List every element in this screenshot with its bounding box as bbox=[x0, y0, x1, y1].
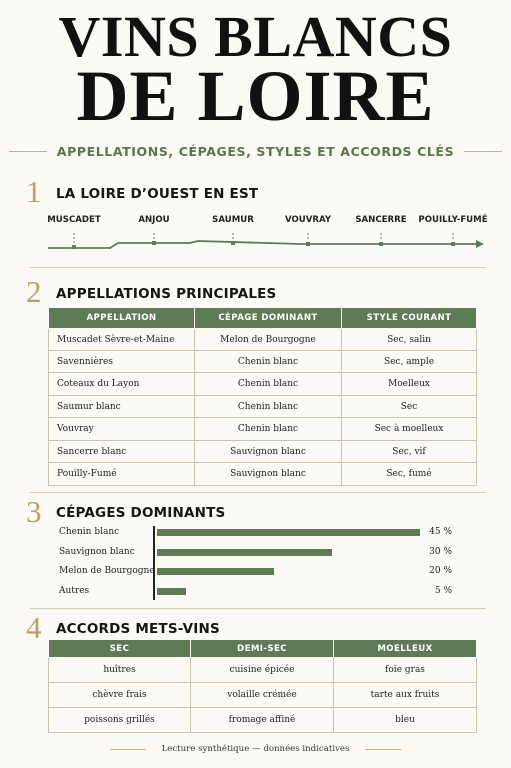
table-cell: Savennières bbox=[49, 351, 195, 373]
table-cell: tarte aux fruits bbox=[334, 683, 477, 708]
section-2-title: APPELLATIONS PRINCIPALES bbox=[56, 286, 277, 302]
page-title-line-2: DE LOIRE bbox=[76, 56, 435, 136]
table-header-row bbox=[49, 640, 477, 658]
route-marker bbox=[231, 241, 235, 245]
table-cell: Sec à moelleux bbox=[342, 418, 477, 441]
footer-note: Lecture synthétique — données indicatives bbox=[161, 744, 350, 754]
table-cell: Sec, fumé bbox=[342, 463, 477, 486]
section-4-title: ACCORDS METS-VINS bbox=[56, 621, 220, 637]
table-cell: chèvre frais bbox=[49, 683, 191, 708]
route-stop-label: VOUVRAY bbox=[284, 215, 332, 225]
bar-value-label: 20 % bbox=[429, 566, 452, 576]
page-title-line-1: VINS BLANCS bbox=[58, 4, 453, 69]
table-cell: foie gras bbox=[334, 658, 477, 683]
route-stop-label: SAUMUR bbox=[212, 215, 254, 225]
table-cell: bleu bbox=[334, 708, 477, 733]
subtitle-row bbox=[0, 144, 511, 159]
table-row bbox=[49, 658, 477, 683]
section-3-number: 3 bbox=[26, 494, 42, 529]
bar bbox=[157, 568, 274, 575]
bar bbox=[157, 529, 420, 536]
subtitle-rule-left bbox=[9, 151, 47, 152]
section-2-number: 2 bbox=[26, 274, 42, 309]
section-1-title: LA LOIRE D’OUEST EN EST bbox=[56, 186, 259, 202]
route-line bbox=[48, 241, 480, 248]
table-cell: Sauvignon blanc bbox=[195, 463, 342, 486]
section-divider bbox=[30, 267, 486, 268]
table-cell: poissons grillés bbox=[49, 708, 191, 733]
footer-rule-left bbox=[110, 749, 146, 750]
route-marker bbox=[379, 242, 383, 246]
table-row bbox=[49, 351, 477, 373]
table-cell: Sec, vif bbox=[342, 441, 477, 463]
column-header: APPELLATION bbox=[49, 308, 195, 329]
table-cell: volaille crémée bbox=[191, 683, 334, 708]
bar-category-label: Melon de Bourgogne bbox=[59, 566, 155, 576]
table-cell: Saumur blanc bbox=[49, 396, 195, 418]
bar-category-label: Autres bbox=[59, 585, 90, 596]
bar-value-label: 5 % bbox=[434, 585, 452, 596]
section-divider bbox=[30, 492, 486, 493]
table-cell: Sec, salin bbox=[342, 329, 477, 351]
route-stop-label: MUSCADET bbox=[47, 215, 101, 225]
table-cell: Sec, ample bbox=[342, 351, 477, 373]
table-row bbox=[49, 683, 477, 708]
table-row bbox=[49, 441, 477, 463]
footer-rule-right bbox=[365, 749, 401, 750]
appellations-table bbox=[48, 307, 477, 486]
section-divider bbox=[30, 608, 486, 609]
table-row bbox=[49, 463, 477, 486]
table-cell: Chenin blanc bbox=[195, 418, 342, 441]
pairings-table bbox=[48, 639, 477, 733]
column-header: SEC bbox=[49, 640, 191, 658]
table-cell: cuisine épicée bbox=[191, 658, 334, 683]
route-stop-label: SANCERRE bbox=[355, 215, 407, 225]
subtitle-rule-right bbox=[464, 151, 502, 152]
table-header-row bbox=[49, 308, 477, 329]
route-marker bbox=[451, 242, 455, 246]
column-header: STYLE COURANT bbox=[342, 308, 477, 329]
table-cell: Moelleux bbox=[342, 373, 477, 396]
route-marker bbox=[152, 241, 156, 245]
table-cell: Coteaux du Layon bbox=[49, 373, 195, 396]
table-row bbox=[49, 396, 477, 418]
column-header: MOELLEUX bbox=[334, 640, 477, 658]
route-stop-label: POUILLY-FUMÉ bbox=[418, 215, 488, 225]
table-row bbox=[49, 329, 477, 351]
route-stop-label: ANJOU bbox=[138, 215, 170, 225]
route-arrowhead bbox=[476, 240, 484, 248]
table-cell: Vouvray bbox=[49, 418, 195, 441]
table-cell: Melon de Bourgogne bbox=[195, 329, 342, 351]
route-timeline bbox=[0, 228, 511, 254]
table-cell: Chenin blanc bbox=[195, 351, 342, 373]
bar-value-label: 45 % bbox=[429, 527, 452, 537]
bar bbox=[157, 549, 332, 556]
table-cell: Chenin blanc bbox=[195, 373, 342, 396]
table-cell: huîtres bbox=[49, 658, 191, 683]
section-4-number: 4 bbox=[26, 610, 42, 645]
chart-axis bbox=[153, 526, 155, 600]
table-cell: Sec bbox=[342, 396, 477, 418]
bar-category-label: Sauvignon blanc bbox=[59, 546, 135, 557]
table-cell: Pouilly-Fumé bbox=[49, 463, 195, 486]
table-cell: Sancerre blanc bbox=[49, 441, 195, 463]
subtitle: APPELLATIONS, CÉPAGES, STYLES ET ACCORDS CLÉS bbox=[56, 144, 455, 159]
table-cell: fromage affiné bbox=[191, 708, 334, 733]
route-marker bbox=[306, 242, 310, 246]
column-header: CÉPAGE DOMINANT bbox=[195, 308, 342, 329]
table-row bbox=[49, 708, 477, 733]
bar-category-label: Chenin blanc bbox=[59, 527, 120, 537]
footer-row bbox=[0, 744, 511, 754]
column-header: DEMI-SEC bbox=[191, 640, 334, 658]
table-row bbox=[49, 418, 477, 441]
table-cell: Muscadet Sèvre-et-Maine bbox=[49, 329, 195, 351]
bar bbox=[157, 588, 186, 595]
table-cell: Chenin blanc bbox=[195, 396, 342, 418]
table-cell: Sauvignon blanc bbox=[195, 441, 342, 463]
section-3-title: CÉPAGES DOMINANTS bbox=[56, 505, 226, 521]
section-1-number: 1 bbox=[26, 174, 42, 209]
table-row bbox=[49, 373, 477, 396]
route-marker bbox=[72, 245, 76, 249]
bar-value-label: 30 % bbox=[429, 546, 452, 557]
